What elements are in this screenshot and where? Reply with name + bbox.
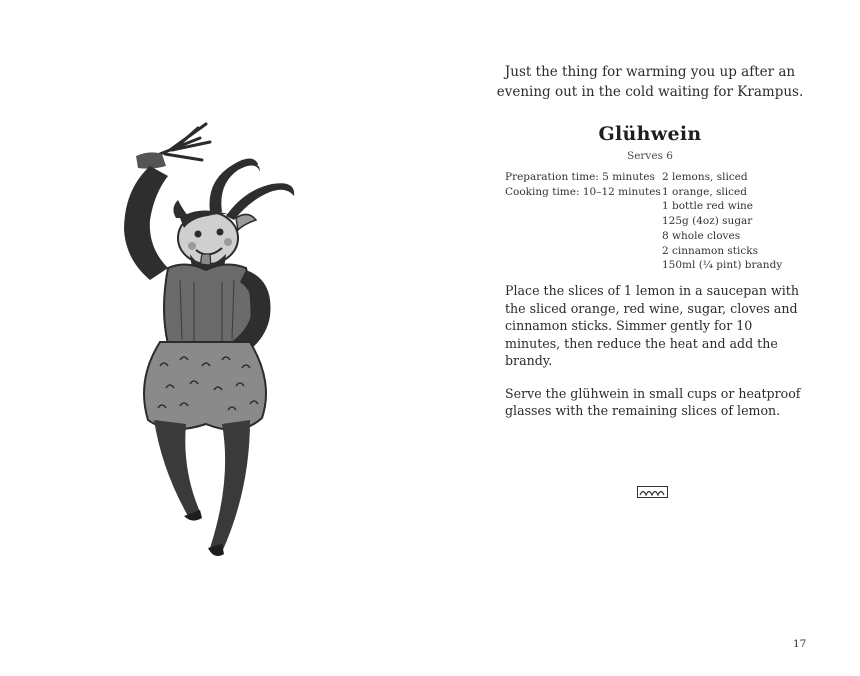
page-number: 17 <box>793 638 807 650</box>
ingredient-item: 2 lemons, sliced <box>662 171 748 183</box>
recipe-title: Glühwein <box>598 123 702 145</box>
ingredient-item: 8 whole cloves <box>662 229 741 242</box>
ingredient-item: 150ml (¼ pint) brandy <box>662 259 783 272</box>
intro-text <box>490 62 810 102</box>
krampus-illustration <box>110 120 310 565</box>
ingredients-list <box>662 170 782 273</box>
ingredient-item: 125g (4oz) sugar <box>662 215 753 228</box>
prep-time: Preparation time: 5 minutes <box>505 171 655 183</box>
recipe-times <box>505 170 661 199</box>
method-paragraph: Place the slices of 1 lemon in a saucepan with the sliced orange, red wine, sugar, cloves and cinnamon sticks. Simmer gently for 10 minutes, then reduce the heat and add the brandy. <box>505 283 799 368</box>
ingredient-item: 2 cinnamon sticks <box>662 244 759 257</box>
recipe-serves: Serves 6 <box>627 150 673 162</box>
intro-line: evening out in the cold waiting for Krampus. <box>496 84 804 100</box>
ornament-icon <box>637 486 668 498</box>
recipe-method <box>505 282 811 435</box>
ingredient-item: 1 orange, sliced <box>662 185 747 198</box>
intro-line: Just the thing for warming you up after an <box>504 64 796 80</box>
right-page <box>430 0 860 676</box>
cook-time: Cooking time: 10–12 minutes <box>505 185 661 198</box>
method-paragraph: Serve the glühwein in small cups or heatproof glasses with the remaining slices of lemon. <box>505 385 801 418</box>
ingredient-item: 1 bottle red wine <box>662 200 754 213</box>
